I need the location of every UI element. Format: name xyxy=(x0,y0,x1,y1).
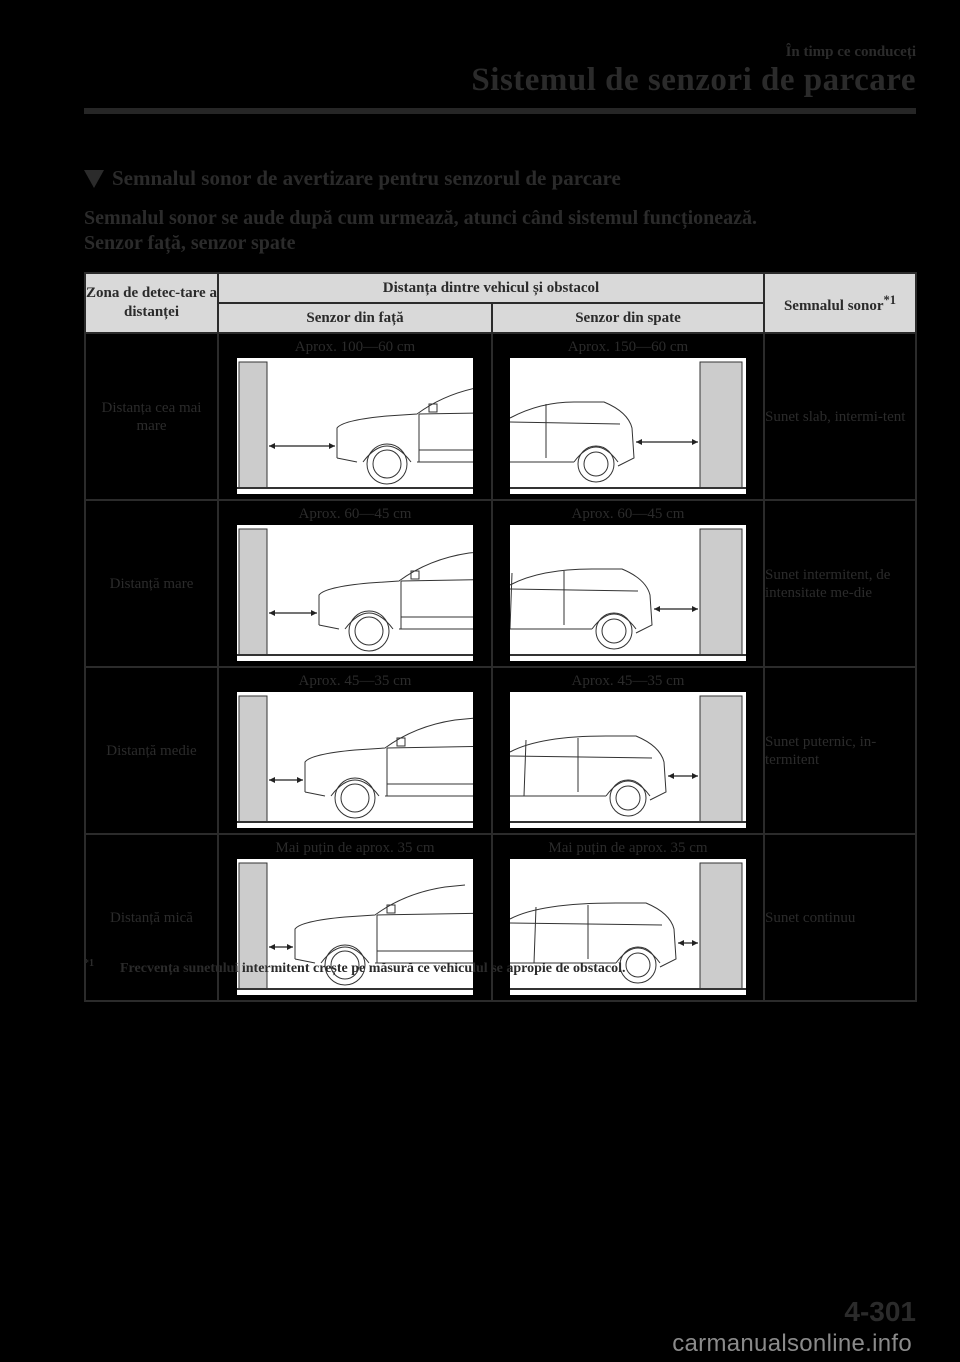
table-row xyxy=(85,333,916,500)
rear-range-label: Aprox. 45—35 cm xyxy=(571,673,685,689)
front-sensor-cell xyxy=(218,333,492,500)
sound-cell: Sunet intermitent, de intensitate me-die xyxy=(764,500,916,667)
rear-range-label: Aprox. 60—45 cm xyxy=(571,506,685,522)
triangle-bullet-icon xyxy=(84,170,104,188)
front-sensor-illustration xyxy=(237,525,473,661)
header-distance: Distanța dintre vehicul și obstacol xyxy=(218,273,764,303)
sensor-table xyxy=(84,272,917,1002)
header-sound-text: Semnalul sonor xyxy=(783,297,884,314)
section-heading-text: Semnalul sonor de avertizare pentru senzorul de parcare xyxy=(112,166,621,190)
footnote xyxy=(84,958,626,977)
section-header: În timp ce conduceți xyxy=(785,44,916,60)
intro-text: Semnalul sonor se aude după cum urmează, atunci când sistemul funcționează. xyxy=(84,207,758,229)
header-sound xyxy=(764,273,916,333)
zone-cell: Distanță mare xyxy=(85,500,218,667)
rear-sensor-cell xyxy=(492,500,764,667)
page-title: Sistemul de senzori de parcare xyxy=(471,62,916,98)
rear-sensor-illustration xyxy=(510,358,746,494)
front-range-label: Aprox. 45—35 cm xyxy=(298,673,412,689)
front-range-label: Aprox. 60—45 cm xyxy=(298,506,412,522)
sound-cell: Sunet continuu xyxy=(764,834,916,1001)
front-range-label: Mai puțin de aprox. 35 cm xyxy=(275,840,435,856)
front-sensor-cell xyxy=(218,500,492,667)
sound-cell: Sunet slab, intermi-tent xyxy=(764,333,916,500)
front-sensor-cell xyxy=(218,667,492,834)
zone-cell: Distanța cea mai mare xyxy=(85,333,218,500)
header-rear-sensor: Senzor din spate xyxy=(492,303,764,333)
front-range-label: Aprox. 100—60 cm xyxy=(294,339,416,355)
rear-range-label: Mai puțin de aprox. 35 cm xyxy=(548,840,708,856)
watermark: carmanualsonline.info xyxy=(672,1330,912,1357)
rear-sensor-cell xyxy=(492,667,764,834)
header-zone: Zona de detec-tare a distanței xyxy=(85,273,218,333)
subheading: Senzor față, senzor spate xyxy=(84,232,296,254)
sound-cell: Sunet puternic, in-termitent xyxy=(764,667,916,834)
header-front-sensor: Senzor din față xyxy=(218,303,492,333)
rear-range-label: Aprox. 150—60 cm xyxy=(567,339,689,355)
section-heading xyxy=(84,166,621,191)
table-row xyxy=(85,500,916,667)
table-row xyxy=(85,667,916,834)
rear-sensor-illustration xyxy=(510,692,746,828)
front-sensor-illustration xyxy=(237,692,473,828)
footnote-ref: *1 xyxy=(883,292,897,307)
footnote-text: Frecvența sunetului intermitent crește pe măsură ce vehiculul se apropie de obstacol. xyxy=(120,960,626,976)
footnote-marker: *1 xyxy=(84,958,94,969)
header-divider xyxy=(84,108,916,114)
zone-cell: Distanță medie xyxy=(85,667,218,834)
zone-cell: Distanță mică xyxy=(85,834,218,1001)
page-number: 4-301 xyxy=(844,1296,916,1327)
front-sensor-illustration xyxy=(237,358,473,494)
rear-sensor-cell xyxy=(492,333,764,500)
rear-sensor-illustration xyxy=(510,525,746,661)
